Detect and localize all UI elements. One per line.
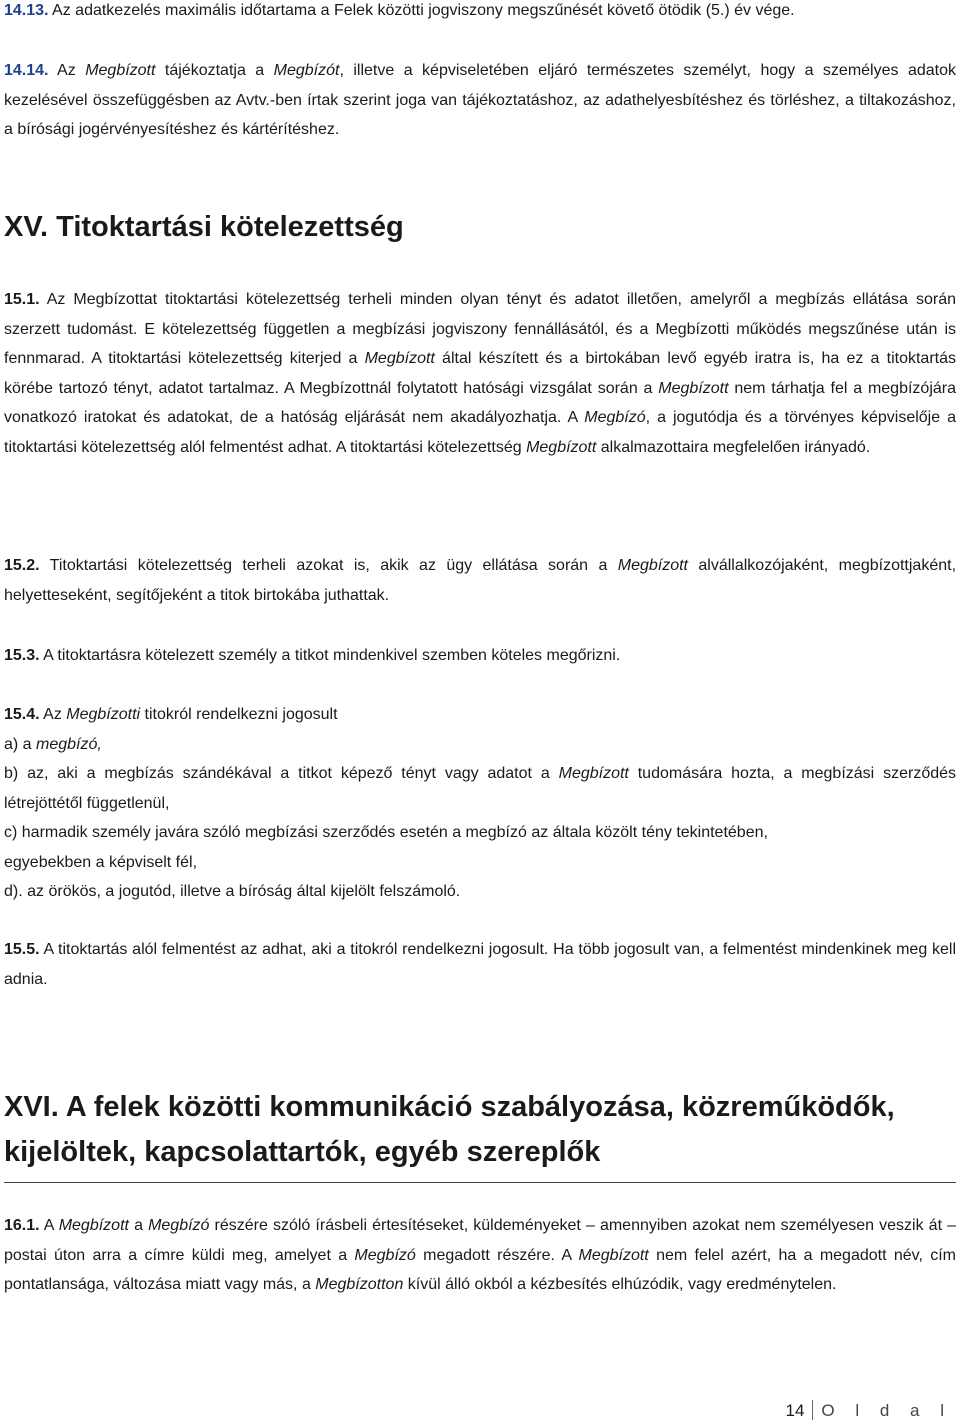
footer-separator (812, 1400, 813, 1420)
paragraph-15-3: 15.3. A titoktartásra kötelezett személy a titkot mindenkivel szemben köteles megőrizni. (4, 647, 621, 664)
paragraph-15-4-intro: 15.4. Az Megbízotti titokról rendelkezni jogosult (4, 706, 338, 723)
paragraph-number: 14.14. (4, 62, 49, 79)
list-item-b: b) az, aki a megbízás szándékával a titkot képező tényt vagy adatot a Megbízott tudomására hozta, a megbízási szerződés létrejöttétől függetlenül, (4, 765, 957, 812)
paragraph-number: 15.4. (4, 706, 40, 723)
paragraph-15-5: 15.5. A titoktartás alól felmentést az adhat, aki a titokról rendelkezni jogosult. Ha több jogosult van, a felmentést mindenkinek meg kell adnia. (4, 941, 956, 988)
paragraph-number: 15.3. (4, 647, 40, 664)
section-heading-xvi: XVI. A felek közötti kommunikáció szabályozása, közreműködők, kijelöltek, kapcsolattartók, egyéb szereplők (4, 1091, 895, 1168)
paragraph-number: 15.1. (4, 291, 40, 308)
page-footer (785, 1400, 952, 1421)
paragraph-15-4 (4, 700, 956, 907)
page-number: 14 (785, 1401, 805, 1420)
list-item-c: c) harmadik személy javára szóló megbízási szerződés esetén a megbízó az általa közölt tény tekintetében, egyebekben a képviselt fél, (4, 824, 768, 871)
paragraph-14-13: 14.13. Az adatkezelés maximális időtartama a Felek közötti jogviszony megszűnését követő ötödik (5.) év vége. (4, 2, 795, 19)
page-label: O l d a l (821, 1401, 952, 1420)
list-item-a: a) a megbízó, (4, 735, 102, 753)
section-heading-xv: XV. Titoktartási kötelezettség (4, 211, 404, 243)
section-divider (4, 1182, 956, 1183)
paragraph-number: 16.1. (4, 1217, 40, 1234)
paragraph-number: 15.2. (4, 557, 40, 574)
paragraph-number: 14.13. (4, 2, 49, 19)
paragraph-15-1: 15.1. Az Megbízottat titoktartási kötelezettség terheli minden olyan tényt és adatot illetően, amelyről a megbízás ellátása során szerzett tudomást. E kötelezettség független a megbízási jogviszony fennállásától, és a Megbízotti működés megszűnése után is fennmarad. A titoktartási kötelezettség kiterjed a Megbízott által készített és a birtokában levő egyéb iratra is, ha ez a titoktartás körébe tartozó tényt, adatot tartalmaz. A Megbízottnál folytatott hatósági vizsgálat során a Megbízott nem tárhatja fel a megbízójára vonatkozó iratokat és adatokat, de a hatóság eljárását nem akadályozhatja. A Megbízó, a jogutódja és a törvényes képviselője a titoktartási kötelezettség alól felmentést adhat. A titoktartási kötelezettség Megbízott alkalmazottaira megfelelően irányadó. (4, 291, 957, 456)
paragraph-14-14: 14.14. Az Megbízott tájékoztatja a Megbízót, illetve a képviseletében eljáró természetes személyt, hogy a személyes adatok kezelésével összefüggésben az Avtv.-ben írtak szerint joga van tájékoztatáshoz, az adathelyesbítéshez és törléshez, a tiltakozáshoz, a bírósági jogérvényesítéshez és kártérítéshez. (4, 62, 957, 138)
paragraph-16-1: 16.1. A Megbízott a Megbízó részére szóló írásbeli értesítéseket, küldeményeket – amennyiben azokat nem személyesen veszik át – postai úton arra a címre küldi meg, amelyet a Megbízó megadott részére. A Megbízott nem felel azért, ha a megadott név, cím pontatlansága, változása miatt vagy más, a Megbízotton kívül álló okból a kézbesítés elhúzódik, vagy eredménytelen. (4, 1217, 957, 1293)
paragraph-number: 15.5. (4, 941, 40, 958)
list-item-d: d). az örökös, a jogutód, illetve a bíróság által kijelölt felszámoló. (4, 883, 461, 900)
paragraph-15-2: 15.2. Titoktartási kötelezettség terheli azokat is, akik az ügy ellátása során a Megbízott alvállalkozójaként, megbízottjaként, helyetteseként, segítőjeként a titok birtokába juthattak. (4, 557, 957, 604)
